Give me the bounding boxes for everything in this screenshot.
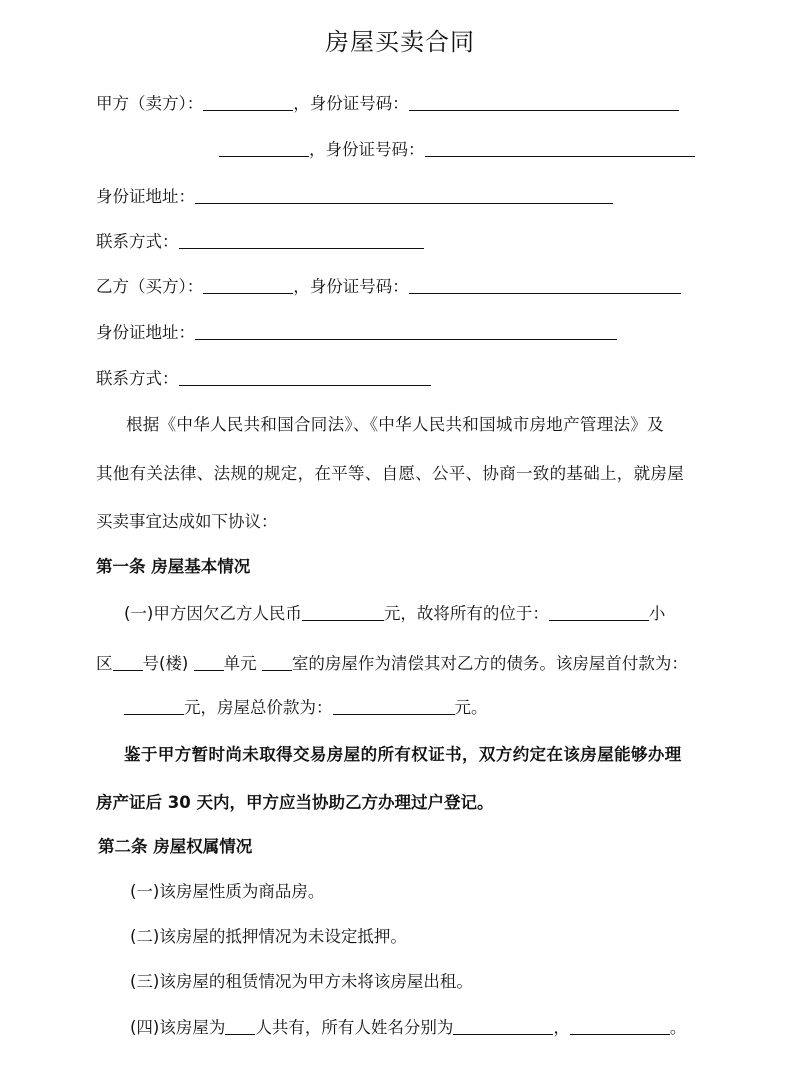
article-2-heading: 第二条 房屋权属情况 (98, 837, 253, 856)
party-a-contact-label: 联系方式： (96, 232, 179, 251)
total-price-blank[interactable] (333, 696, 455, 715)
party-a-second-row (219, 136, 695, 160)
article-2-item-1: (一)该房屋性质为商品房。 (130, 882, 325, 901)
party-a-contact-blank[interactable] (179, 230, 424, 249)
clause-1-location-text: 元，故将所有的位于： (383, 604, 549, 623)
article-1-clause-line-2 (96, 650, 688, 674)
down-payment-blank[interactable] (124, 696, 184, 715)
article-1-clause-line-1 (124, 600, 665, 624)
party-b-id-label: ，身份证号码： (293, 277, 409, 296)
party-a-label: 甲方（卖方）： (96, 94, 204, 113)
party-a-second-id-label: ，身份证号码： (309, 140, 425, 159)
clause-1-qu-text: 区 (96, 654, 113, 673)
room-number-blank[interactable] (262, 652, 292, 671)
item-4-prefix: (四)该房屋为 (130, 1018, 226, 1037)
preamble-line-3: 买卖事宜达成如下协议： (96, 512, 278, 531)
item-4-comma: ， (553, 1018, 570, 1037)
party-a-name-blank[interactable] (203, 92, 293, 111)
party-a-row (96, 90, 679, 114)
party-a-address-blank[interactable] (195, 185, 613, 204)
party-b-address-blank[interactable] (195, 321, 617, 340)
party-a-id-label: ，身份证号码： (293, 94, 409, 113)
party-b-name-blank[interactable] (203, 275, 293, 294)
unit-number-blank[interactable] (194, 652, 224, 671)
party-b-contact-label: 联系方式： (96, 369, 179, 388)
clause-1-unit-text: 单元 (223, 654, 257, 673)
clause-1-debt-text: (一)甲方因欠乙方人民币 (124, 604, 302, 623)
contract-title: 房屋买卖合同 (325, 28, 475, 56)
building-number-blank[interactable] (113, 652, 143, 671)
party-b-contact-row (96, 365, 431, 389)
article-1-note-line-1: 鉴于甲方暂时尚未取得交易房屋的所有权证书，双方约定在该房屋能够办理 (124, 745, 682, 764)
article-2-item-3: (三)该房屋的租赁情况为甲方未将该房屋出租。 (130, 972, 473, 991)
co-owner-count-blank[interactable] (225, 1016, 255, 1035)
article-1-heading: 第一条 房屋基本情况 (96, 557, 251, 576)
party-b-label: 乙方（买方）： (96, 277, 204, 296)
item-4-period: 。 (669, 1018, 687, 1037)
owner-name-1-blank[interactable] (453, 1016, 553, 1035)
party-b-row (96, 273, 681, 297)
clause-1-yuan-text: 元。 (454, 698, 488, 717)
party-b-address-label: 身份证地址： (96, 323, 195, 342)
clause-1-room-text: 室的房屋作为清偿其对乙方的债务。该房屋首付款为： (291, 654, 688, 673)
clause-1-xiao-text: 小 (648, 604, 666, 623)
owner-name-2-blank[interactable] (570, 1016, 670, 1035)
party-b-contact-blank[interactable] (179, 367, 431, 386)
article-1-clause-line-3 (124, 694, 488, 718)
article-2-item-2: (二)该房屋的抵押情况为未设定抵押。 (130, 927, 407, 946)
debt-amount-blank[interactable] (302, 602, 384, 621)
party-a-address-label: 身份证地址： (96, 187, 195, 206)
party-a-address-row (96, 183, 613, 207)
party-a-id-blank[interactable] (409, 92, 679, 111)
preamble-line-1: 根据《中华人民共和国合同法》、《中华人民共和国城市房地产管理法》及 (126, 415, 664, 434)
item-4-names-text: 人共有，所有人姓名分别为 (255, 1018, 454, 1037)
party-a-second-name-blank[interactable] (219, 138, 309, 157)
article-2-item-4 (130, 1014, 686, 1038)
party-b-address-row (96, 319, 617, 343)
party-b-id-blank[interactable] (409, 275, 681, 294)
location-blank[interactable] (549, 602, 649, 621)
party-a-second-id-blank[interactable] (425, 138, 695, 157)
article-1-note-line-2: 房产证后 30 天内，甲方应当协助乙方办理过户登记。 (96, 793, 494, 812)
clause-1-building-text: 号(楼) (142, 654, 189, 673)
clause-1-total-text: 元，房屋总价款为： (184, 698, 333, 717)
party-a-contact-row (96, 228, 424, 252)
preamble-line-2: 其他有关法律、法规的规定，在平等、自愿、公平、协商一致的基础上，就房屋 (96, 464, 684, 483)
